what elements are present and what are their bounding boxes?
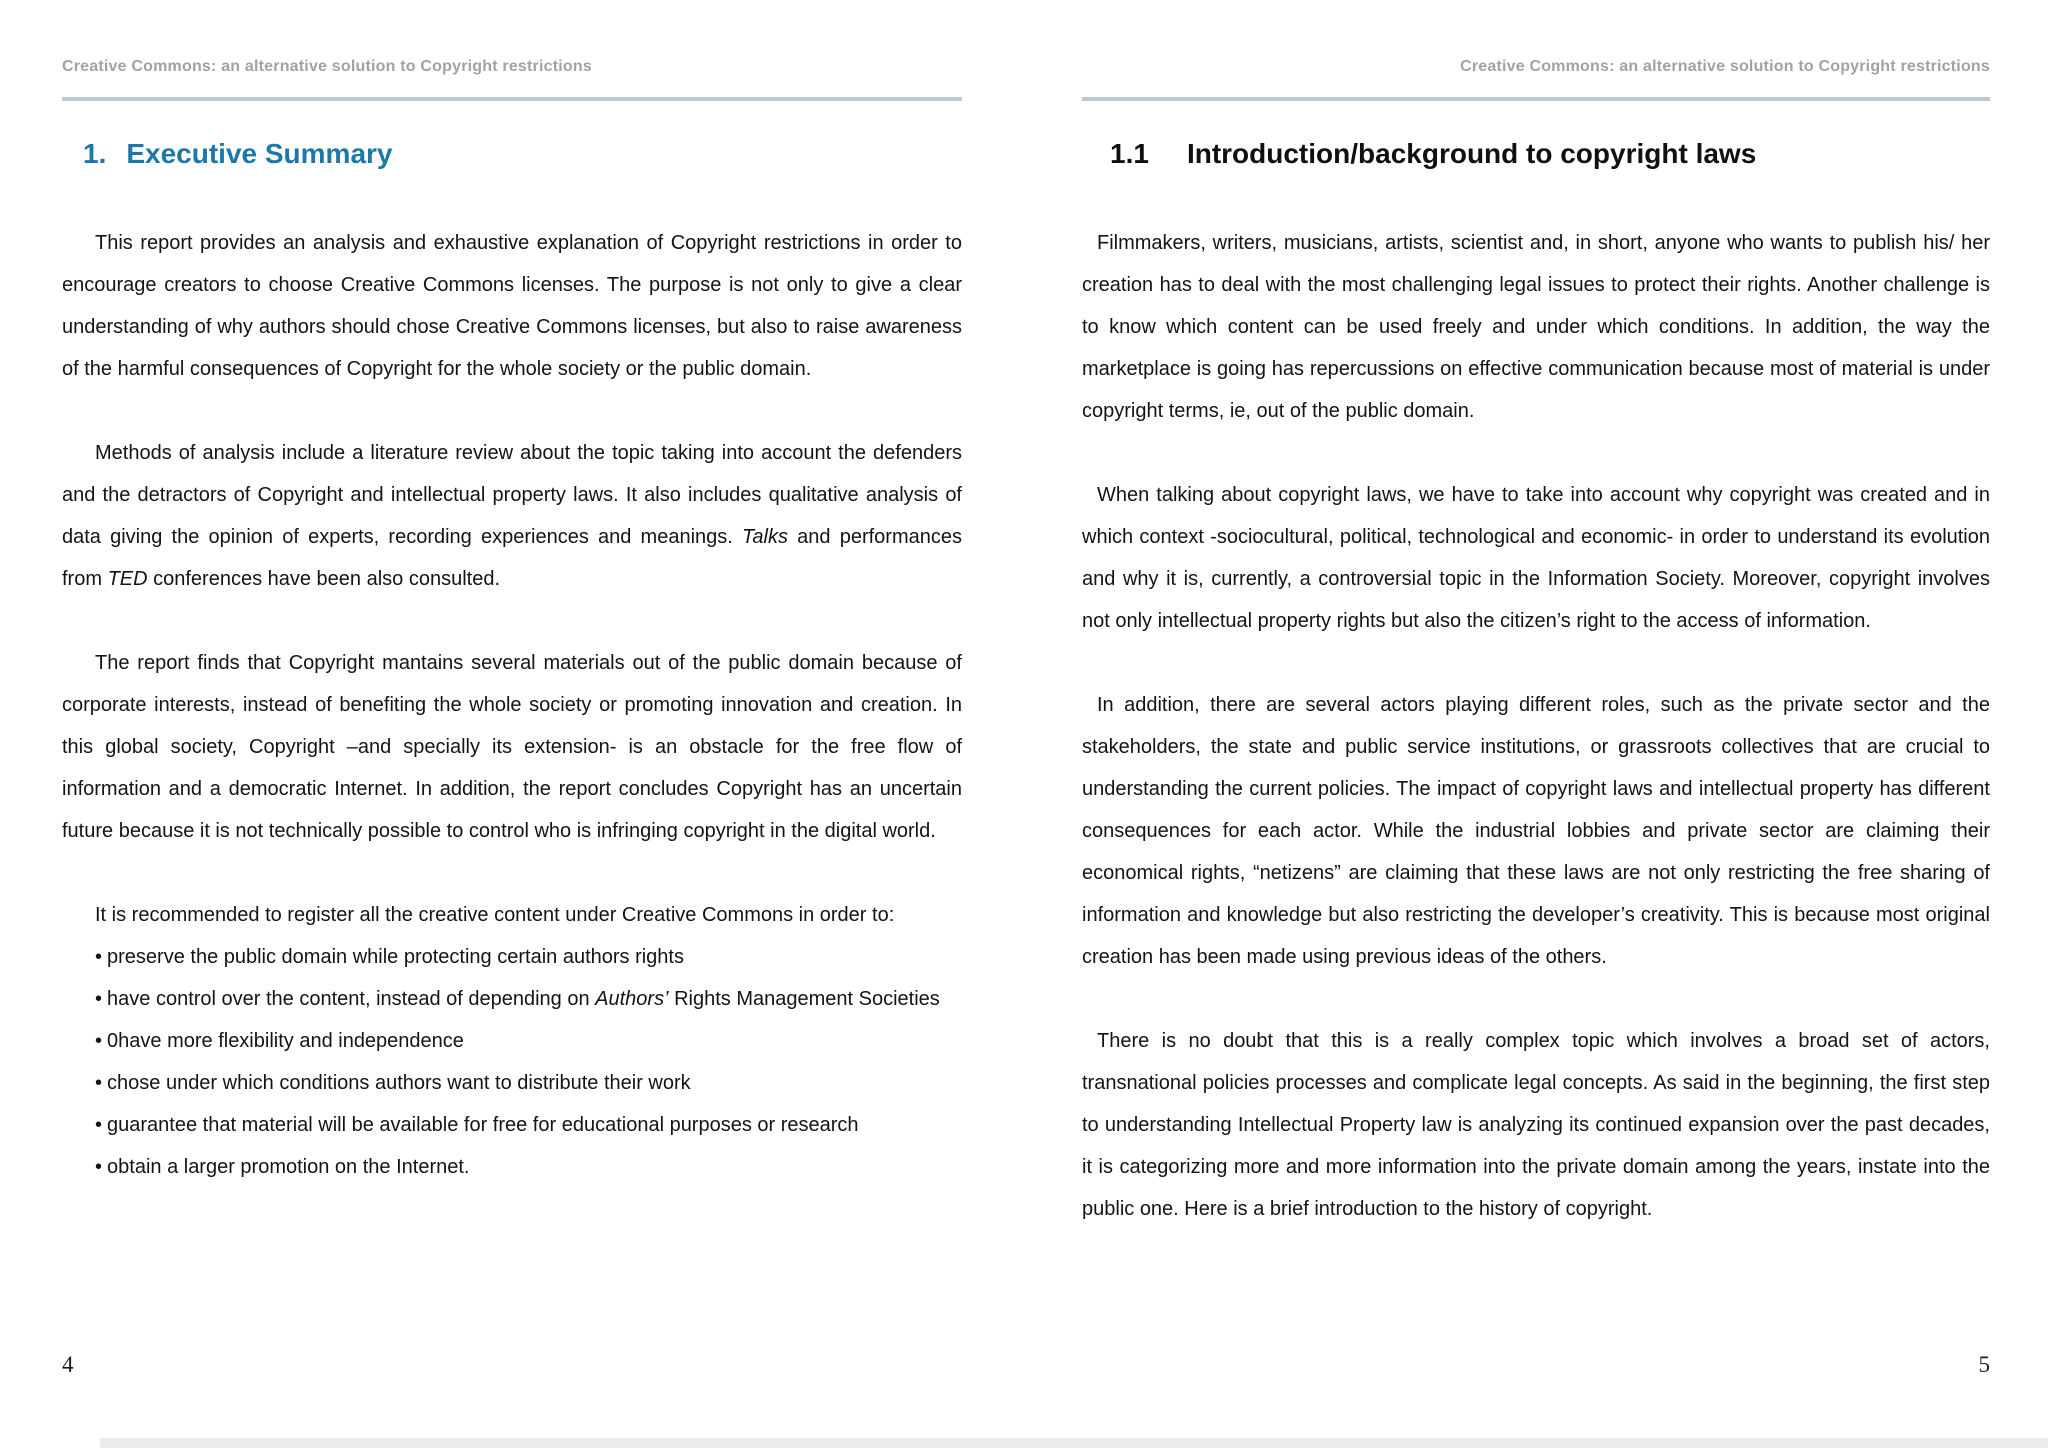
body-text-right: [1082, 222, 1990, 1272]
section-heading-introduction: [1082, 139, 1990, 169]
bullet-icon: •: [95, 1114, 103, 1136]
italic-term: Talks: [742, 526, 788, 548]
paragraph: This report provides an analysis and exhaustive explanation of Copyright restrictions in order to encourage creators to choose Creative Commons licenses. The purpose is not only to give a clear understanding of why authors should chose Creative Commons licenses, but also to raise awareness of the harmful consequences of Copyright for the whole society or the public domain.: [62, 232, 962, 380]
page-edge-shadow: [100, 1438, 2048, 1448]
bullet-icon: •: [95, 988, 103, 1010]
body-text-left: [62, 222, 962, 1188]
section-number: 1.1: [1110, 138, 1149, 169]
list-intro: It is recommended to register all the creative content under Creative Commons in order to:: [95, 904, 895, 926]
italic-term: Authors’: [595, 988, 669, 1010]
list-item: • obtain a larger promotion on the Internet.: [95, 1156, 470, 1178]
running-header-right: Creative Commons: an alternative solution to Copyright restrictions: [1460, 58, 1990, 75]
list-item: • preserve the public domain while protecting certain authors rights: [95, 946, 684, 968]
page-left: [62, 0, 962, 1448]
bullet-icon: •: [95, 946, 103, 968]
page-right: [1082, 0, 1990, 1448]
bullet-icon: •: [95, 1030, 103, 1052]
header-rule-right: [1082, 97, 1990, 101]
bullet-icon: •: [95, 1072, 103, 1094]
paragraph: The report finds that Copyright mantains several materials out of the public domain because of corporate interests, instead of benefiting the whole society or promoting innovation and creation. In this global society, Copyright –and specially its extension- is an obstacle for the free flow of information and a democratic Internet. In addition, the report concludes Copyright has an uncertain future because it is not technically possible to control who is infringing copyright in the digital world.: [62, 652, 962, 842]
section-title: Introduction/background to copyright laws: [1186, 138, 1757, 169]
page-number-left: 4: [62, 1352, 74, 1377]
paragraph: Filmmakers, writers, musicians, artists, scientist and, in short, anyone who wants to publish his/ her creation has to deal with the most challenging legal issues to protect their rights. Another challenge is to know which content can be used freely and under which conditions. In addition, the way the marketplace is going has repercussions on effective communication because most of material is under copyright terms, ie, out of the public domain.: [1082, 232, 1990, 422]
header-rule-left: [62, 97, 962, 101]
bullet-icon: •: [95, 1156, 103, 1178]
bullet-list: [62, 936, 962, 1188]
italic-term: TED: [107, 568, 148, 590]
list-item: • chose under which conditions authors want to distribute their work: [95, 1072, 691, 1094]
page-number-right: 5: [1978, 1352, 1990, 1377]
section-heading-executive-summary: [62, 139, 962, 169]
section-number: 1.: [83, 138, 107, 169]
paragraph: Methods of analysis include a literature review about the topic taking into account the defenders and the detractors of Copyright and intellectual property laws. It also includes qualitative analysis of data giving the opinion of experts, recording experiences and meanings. Talks and performances from TED conferences have been also consulted.: [62, 442, 962, 590]
list-item: • have control over the content, instead of depending on Authors’ Rights Management Societies: [95, 988, 940, 1010]
paragraph: There is no doubt that this is a really complex topic which involves a broad set of actors, transnational policies processes and complicate legal concepts. As said in the beginning, the first step to understanding Intellectual Property law is analyzing its continued expansion over the past decades, it is categorizing more and more information into the private domain among the years, instate into the public one. Here is a brief introduction to the history of copyright.: [1082, 1030, 1990, 1220]
list-item: • 0have more flexibility and independence: [95, 1030, 464, 1052]
list-item: • guarantee that material will be available for free for educational purposes or research: [95, 1114, 859, 1136]
running-header-left: Creative Commons: an alternative solution to Copyright restrictions: [62, 58, 592, 75]
paragraph: In addition, there are several actors playing different roles, such as the private sector and the stakeholders, the state and public service institutions, or grassroots collectives that are crucial to understanding the current policies. The impact of copyright laws and intellectual property has different consequences for each actor. While the industrial lobbies and private sector are claiming their economical rights, “netizens” are claiming that these laws are not only restricting the free sharing of information and knowledge but also restricting the developer’s creativity. This is because most original creation has been made using previous ideas of the others.: [1082, 694, 1990, 968]
section-title: Executive Summary: [126, 138, 393, 169]
paragraph: When talking about copyright laws, we have to take into account why copyright was created and in which context -sociocultural, political, technological and economic- in order to understand its evolution and why it is, currently, a controversial topic in the Information Society. Moreover, copyright involves not only intellectual property rights but also the citizen’s right to the access of information.: [1082, 484, 1990, 632]
